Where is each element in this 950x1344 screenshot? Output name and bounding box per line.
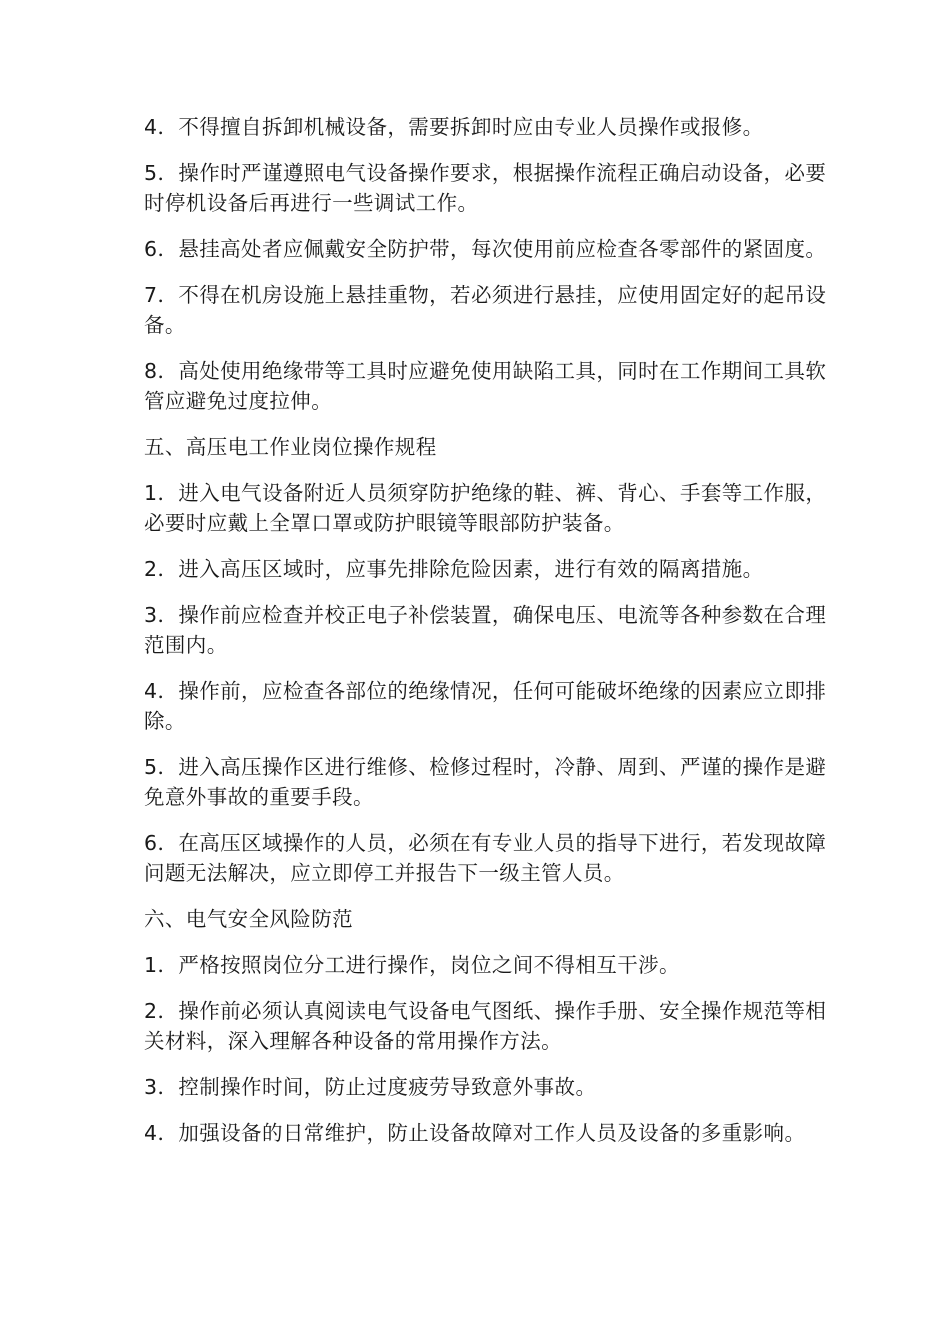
paragraph-hv-item-1-protective-clothing: 1．进入电气设备附近人员须穿防护绝缘的鞋、裤、背心、手套等工作服，必要时应戴上全罩口罩或防护眼镜等眼部防护装备。 xyxy=(144,481,827,535)
paragraph-hv-item-6-supervision: 6．在高压区域操作的人员，必须在有专业人员的指导下进行，若发现故障问题无法解决，应立即停工并报告下一级主管人员。 xyxy=(144,831,827,885)
paragraph-hv-item-3-calibration: 3．操作前应检查并校正电子补偿装置，确保电压、电流等各种参数在合理范围内。 xyxy=(144,603,827,657)
paragraph-risk-item-2-read-manuals: 2．操作前必须认真阅读电气设备电气图纸、操作手册、安全操作规范等相关材料，深入理解各种设备的常用操作方法。 xyxy=(144,999,827,1053)
paragraph-risk-item-1-division: 1．严格按照岗位分工进行操作，岗位之间不得相互干涉。 xyxy=(144,953,680,977)
paragraph-hv-item-5-maintenance: 5．进入高压操作区进行维修、检修过程时，冷静、周到、严谨的操作是避免意外事故的重要手段。 xyxy=(144,755,827,809)
section-heading-electrical-risk: 六、电气安全风险防范 xyxy=(144,907,353,931)
paragraph-item-4-no-disassembly: 4．不得擅自拆卸机械设备，需要拆卸时应由专业人员操作或报修。 xyxy=(144,115,764,139)
paragraph-hv-item-2-isolation: 2．进入高压区域时，应事先排除危险因素，进行有效的隔离措施。 xyxy=(144,557,764,581)
paragraph-risk-item-3-fatigue: 3．控制操作时间，防止过度疲劳导致意外事故。 xyxy=(144,1075,597,1099)
paragraph-item-8-insulating-tools: 8．高处使用绝缘带等工具时应避免使用缺陷工具，同时在工作期间工具软管应避免过度拉伸。 xyxy=(144,359,827,413)
paragraph-hv-item-4-insulation-check: 4．操作前，应检查各部位的绝缘情况，任何可能破坏绝缘的因素应立即排除。 xyxy=(144,679,827,733)
paragraph-risk-item-4-maintenance: 4．加强设备的日常维护，防止设备故障对工作人员及设备的多重影响。 xyxy=(144,1121,806,1145)
paragraph-item-7-no-heavy-hanging: 7．不得在机房设施上悬挂重物，若必须进行悬挂，应使用固定好的起吊设备。 xyxy=(144,283,827,337)
paragraph-item-6-safety-belt: 6．悬挂高处者应佩戴安全防护带，每次使用前应检查各零部件的紧固度。 xyxy=(144,237,827,261)
section-heading-high-voltage: 五、高压电工作业岗位操作规程 xyxy=(144,435,437,459)
paragraph-item-5-operating-requirements: 5．操作时严谨遵照电气设备操作要求，根据操作流程正确启动设备，必要时停机设备后再进行一些调试工作。 xyxy=(144,161,827,215)
document-body xyxy=(144,112,830,1164)
